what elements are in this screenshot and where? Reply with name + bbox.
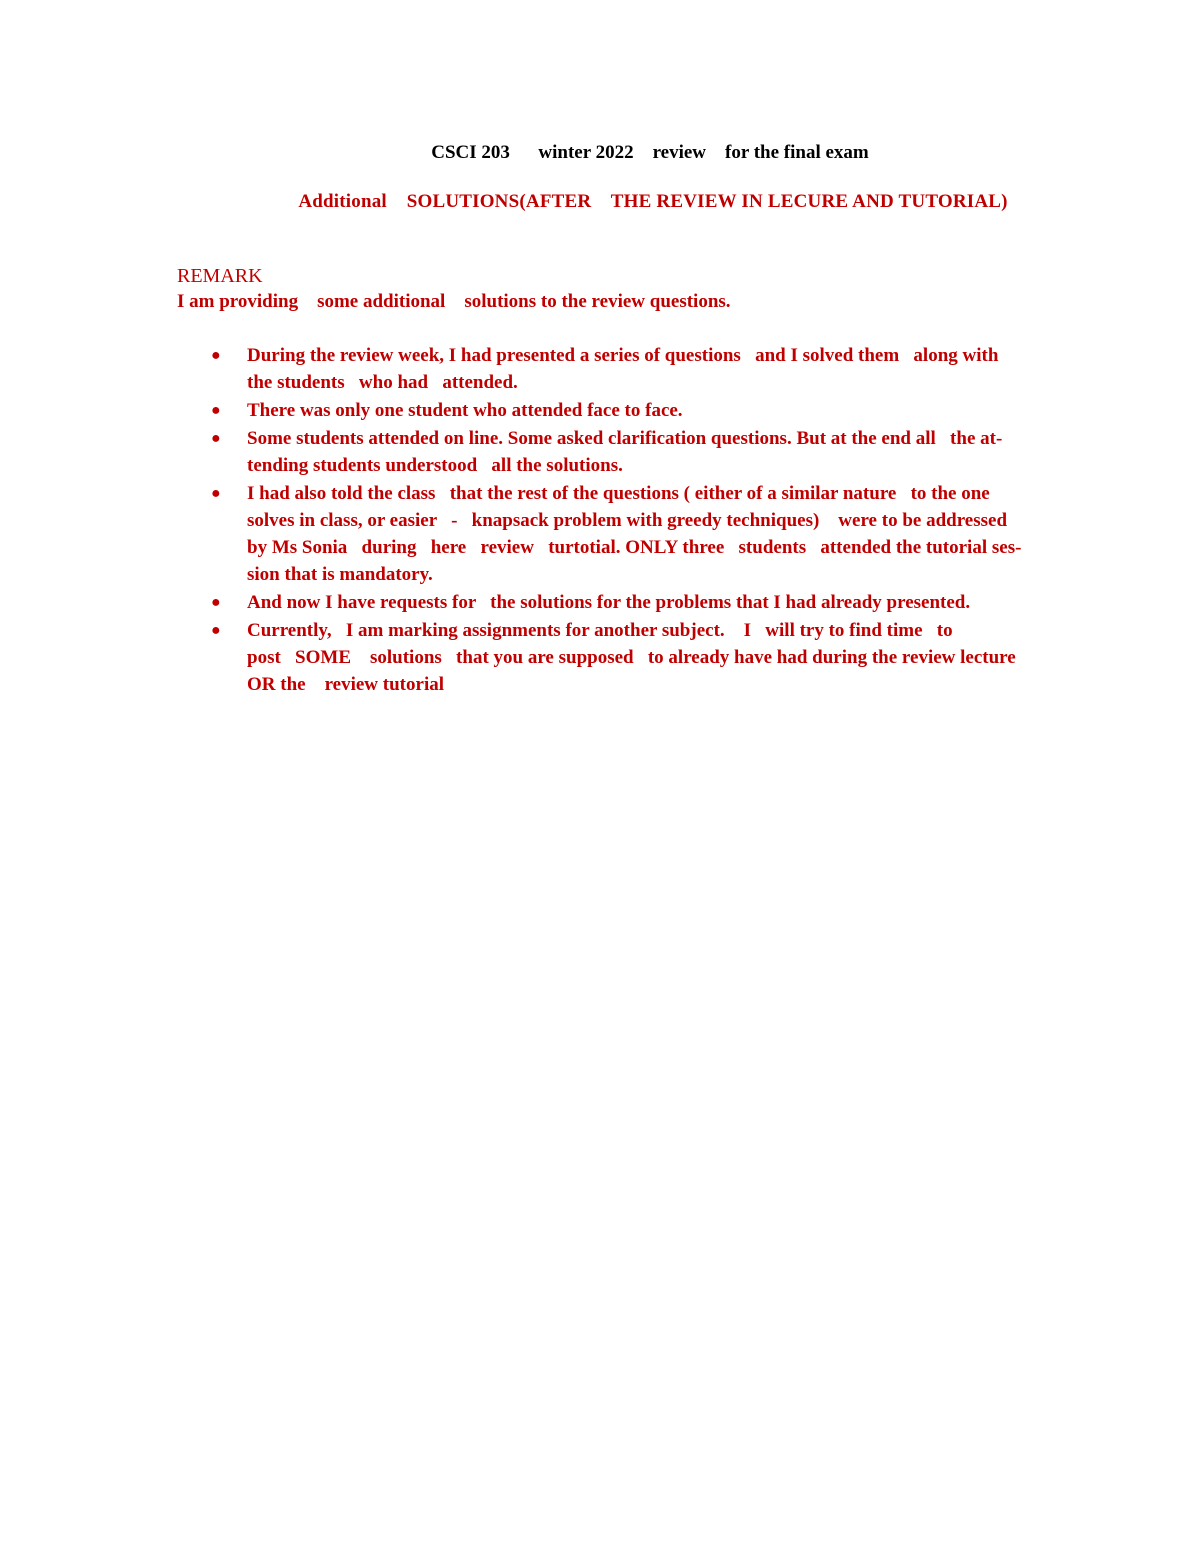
bullet-item bbox=[211, 617, 1127, 698]
bullet-line: the students who had attended. bbox=[247, 372, 518, 393]
bullet-dot-icon: ● bbox=[211, 402, 221, 419]
document-subtitle: Additional SOLUTIONS(AFTER THE REVIEW IN LECURE AND TUTORIAL) bbox=[298, 191, 1008, 212]
bullet-line: by Ms Sonia during here review turtotial. ONLY three students attended the tutorial ses- bbox=[247, 537, 1022, 558]
bullet-line: Currently, I am marking assignments for another subject. I will try to find time to bbox=[247, 620, 953, 641]
bullet-line: There was only one student who attended face to face. bbox=[247, 400, 683, 421]
remark-bullet-list bbox=[211, 342, 1127, 699]
bullet-item bbox=[211, 589, 1127, 616]
bullet-item bbox=[211, 425, 1127, 479]
bullet-line: I had also told the class that the rest of the questions ( either of a similar nature to the one bbox=[247, 483, 990, 504]
bullet-dot-icon: ● bbox=[211, 485, 221, 502]
bullet-item bbox=[211, 397, 1127, 424]
bullet-line: solves in class, or easier - knapsack problem with greedy techniques) were to be addressed bbox=[247, 510, 1008, 531]
remark-heading: REMARK bbox=[177, 265, 263, 287]
bullet-line: tending students understood all the solutions. bbox=[247, 455, 623, 476]
bullet-dot-icon: ● bbox=[211, 430, 221, 447]
bullet-item bbox=[211, 342, 1127, 396]
bullet-line: And now I have requests for the solutions for the problems that I had already presented. bbox=[247, 592, 971, 613]
bullet-dot-icon: ● bbox=[211, 347, 221, 364]
bullet-line: Some students attended on line. Some asked clarification questions. But at the end all the at- bbox=[247, 428, 1003, 449]
bullet-dot-icon: ● bbox=[211, 622, 221, 639]
bullet-line: OR the review tutorial bbox=[247, 674, 444, 695]
bullet-item bbox=[211, 480, 1127, 588]
bullet-line: sion that is mandatory. bbox=[247, 564, 433, 585]
bullet-line: post SOME solutions that you are supposed to already have had during the review lecture bbox=[247, 647, 1016, 668]
remark-intro: I am providing some additional solutions to the review questions. bbox=[177, 291, 731, 312]
bullet-line: During the review week, I had presented a series of questions and I solved them along with bbox=[247, 345, 999, 366]
bullet-dot-icon: ● bbox=[211, 594, 221, 611]
document-title: CSCI 203 winter 2022 review for the final exam bbox=[431, 142, 869, 163]
